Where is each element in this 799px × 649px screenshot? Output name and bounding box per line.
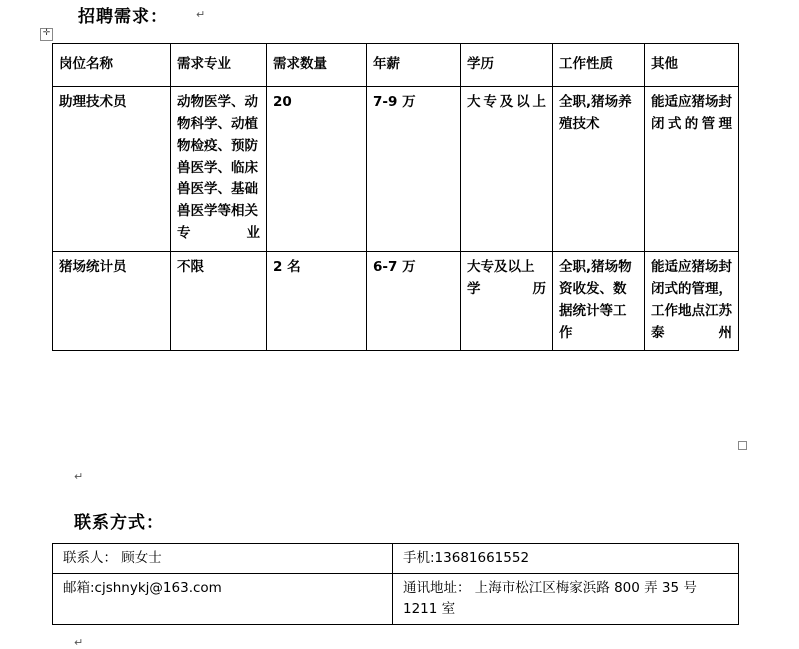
column-header-salary: 年薪 xyxy=(367,44,461,87)
column-header-nature: 工作性质 xyxy=(553,44,645,87)
cell-position: 助理技术员 xyxy=(53,87,171,252)
table-move-handle[interactable]: ✛ xyxy=(40,28,53,41)
paragraph-mark: ↵ xyxy=(196,8,206,21)
cell-address: 通讯地址： 上海市松江区梅家浜路 800 弄 35 号 1211 室 xyxy=(393,573,739,624)
cell-email: 邮箱:cjshnykj@163.com xyxy=(53,573,393,624)
cell-contact-person: 联系人： 顾女士 xyxy=(53,544,393,574)
table-header-row xyxy=(53,44,739,87)
table-row xyxy=(53,544,739,574)
table-row xyxy=(53,573,739,624)
column-header-education: 学历 xyxy=(461,44,553,87)
cell-education: 大专及以上 xyxy=(461,87,553,252)
column-header-other: 其他 xyxy=(645,44,739,87)
paragraph-mark: ↵ xyxy=(74,470,84,483)
cell-other: 能适应猪场封闭式的管理 xyxy=(645,87,739,252)
cell-nature: 全职,猪场养殖技术 xyxy=(553,87,645,252)
table-row xyxy=(53,87,739,252)
cell-major: 动物医学、动物科学、动植物检疫、预防兽医学、临床兽医学、基础兽医学等相关专业 xyxy=(171,87,267,252)
page-title-contact: 联系方式： xyxy=(74,513,164,533)
cell-other: 能适应猪场封闭式的管理，工作地点江苏泰州 xyxy=(645,252,739,351)
table-resize-handle[interactable] xyxy=(738,441,747,450)
cell-nature: 全职,猪场物资收发、数据统计等工作 xyxy=(553,252,645,351)
cell-education: 大专及以上学历 xyxy=(461,252,553,351)
column-header-quantity: 需求数量 xyxy=(267,44,367,87)
page-title-demand: 招聘需求： xyxy=(78,7,168,27)
cell-quantity: 20 xyxy=(267,87,367,252)
contact-table xyxy=(52,543,739,625)
cell-salary: 7-9 万 xyxy=(367,87,461,252)
recruitment-table xyxy=(52,43,739,351)
cell-phone: 手机:13681661552 xyxy=(393,544,739,574)
column-header-major: 需求专业 xyxy=(171,44,267,87)
cell-position: 猪场统计员 xyxy=(53,252,171,351)
column-header-position: 岗位名称 xyxy=(53,44,171,87)
cell-salary: 6-7 万 xyxy=(367,252,461,351)
cell-quantity: 2 名 xyxy=(267,252,367,351)
cell-major: 不限 xyxy=(171,252,267,351)
paragraph-mark: ↵ xyxy=(74,636,84,649)
table-row xyxy=(53,252,739,351)
